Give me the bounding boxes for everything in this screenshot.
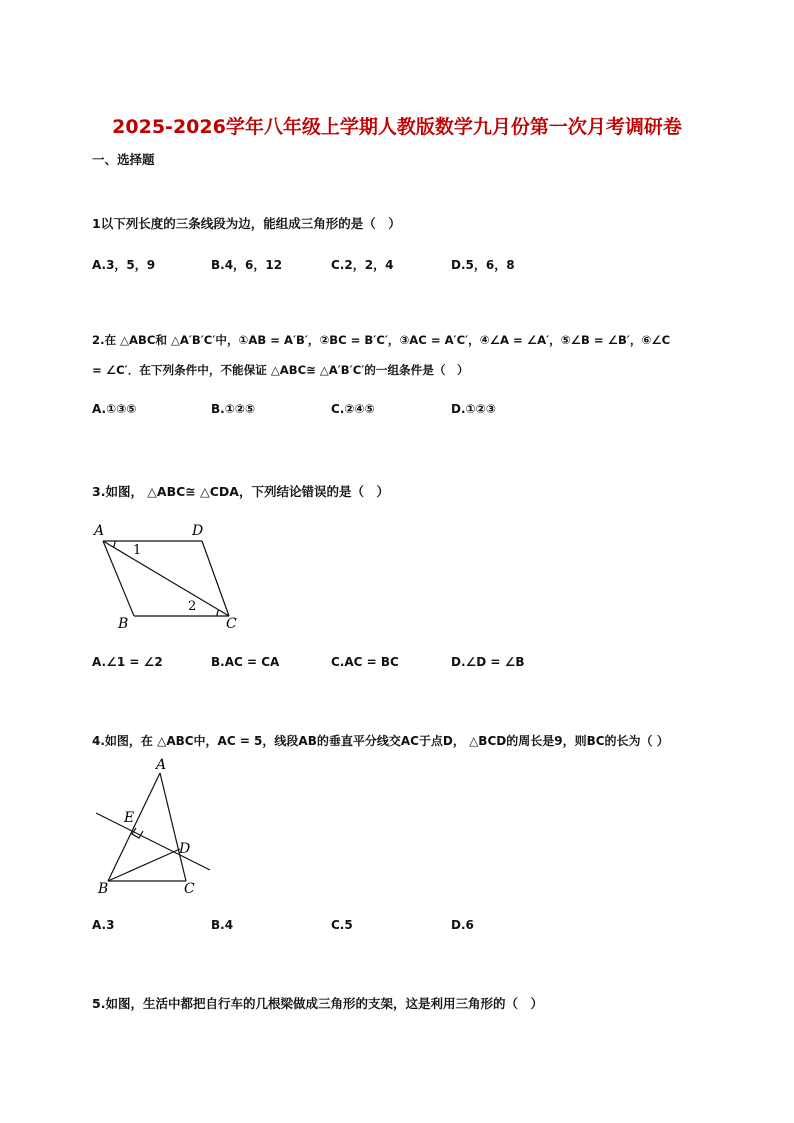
q3-side-ba: [103, 541, 134, 616]
q3-label-b: B: [118, 616, 129, 632]
q3-label-d: D: [192, 523, 204, 539]
q4-option-b: B.4: [211, 918, 234, 932]
q4-label-a: A: [156, 757, 167, 773]
q3-label-a: A: [94, 523, 105, 539]
q4-right-angle-mark: [132, 828, 143, 838]
q3-diagonal-ac: [103, 541, 229, 616]
q4-triangle-figure: [88, 756, 228, 900]
q2-option-d: D.①②③: [451, 402, 496, 416]
q3-label-c: C: [226, 616, 237, 632]
q3-angle-2-arc: [217, 610, 219, 616]
q4-label-d: D: [179, 841, 191, 857]
page-title: 2025-2026学年八年级上学期人教版数学九月份第一次月考调研卷: [112, 116, 682, 138]
q4-option-a: A.3: [92, 918, 115, 932]
q2-option-a: A.①③⑤: [92, 402, 137, 416]
q1-option-d: D.5，6，8: [451, 258, 515, 272]
q2-option-c: C.②④⑤: [331, 402, 375, 416]
q3-angle-1-label: 1: [133, 543, 142, 558]
q3-option-a: A.∠1 = ∠2: [92, 655, 163, 669]
question-2-text-line2: = ∠C′．在下列条件中，不能保证 △ABC≅ △A′B′C′的一组条件是（ ）: [92, 363, 469, 377]
q3-option-c: C.AC = BC: [331, 655, 399, 669]
q1-option-c: C.2，2，4: [331, 258, 394, 272]
question-1-text: 1以下列长度的三条线段为边，能组成三角形的是（ ）: [92, 216, 401, 231]
question-3-text: 3.如图， △ABC≅ △CDA，下列结论错误的是（ ）: [92, 484, 389, 499]
q3-option-b: B.AC = CA: [211, 655, 280, 669]
section-heading: 一、选择题: [92, 152, 155, 167]
q4-option-c: C.5: [331, 918, 353, 932]
q3-angle-2-label: 2: [188, 599, 197, 614]
q3-parallelogram-figure: [88, 516, 248, 636]
question-2-text-line1: 2.在 △ABC和 △A′B′C′中，①AB = A′B′，②BC = B′C′，③AC = A′C′，④∠A = ∠A′，⑤∠B = ∠B′，⑥∠C: [92, 333, 671, 347]
q1-option-a: A.3，5，9: [92, 258, 156, 272]
question-5-text: 5.如图，生活中都把自行车的几根梁做成三角形的支架，这是利用三角形的（ ）: [92, 996, 543, 1011]
q2-option-b: B.①②⑤: [211, 402, 256, 416]
q3-option-d: D.∠D = ∠B: [451, 655, 525, 669]
q3-side-dc: [202, 541, 229, 616]
q3-angle-1-arc: [114, 541, 116, 547]
q4-side-ac: [160, 773, 186, 881]
q4-label-c: C: [184, 881, 195, 897]
q4-option-d: D.6: [451, 918, 474, 932]
q4-segment-bd: [108, 849, 180, 881]
q4-label-b: B: [98, 881, 109, 897]
q4-side-ab: [108, 773, 160, 881]
q1-option-b: B.4，6，12: [211, 258, 283, 272]
q4-label-e: E: [124, 810, 135, 826]
question-4-text: 4.如图，在 △ABC中，AC = 5，线段AB的垂直平分线交AC于点D， △BCD的周长是9，则BC的长为（ ）: [92, 734, 669, 748]
